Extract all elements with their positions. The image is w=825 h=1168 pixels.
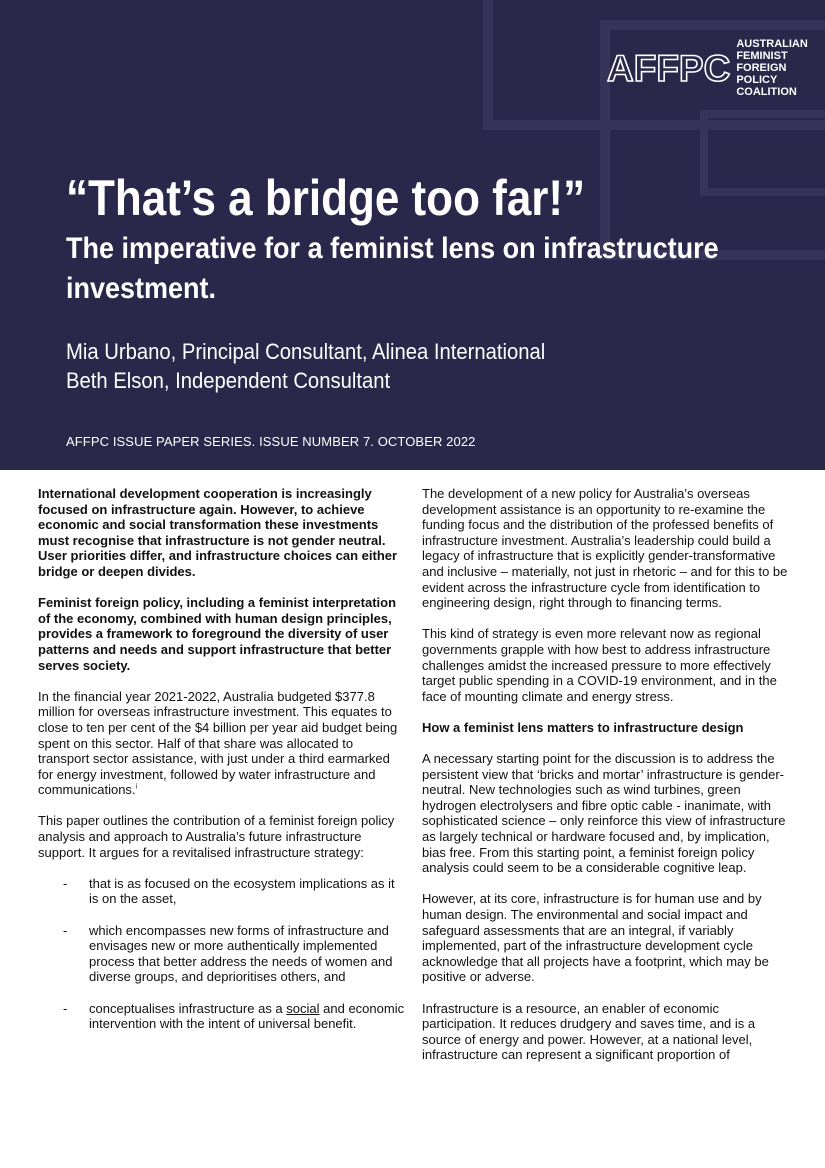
intro-paragraph: International development cooperation is increasingly focused on infrastructure again. However, to achieve economic and social transformation these investments must recognise that infrastructure is not gender neutral. User priorities differ, and infrastructure choices can either bridge or deepen divides.	[38, 486, 398, 579]
list-item-text: that is as focused on the ecosystem implications as it is on the asset,	[89, 875, 395, 907]
logo-line: POLICY COALITION	[736, 74, 797, 98]
affpc-logo	[607, 38, 825, 98]
cover-banner	[0, 0, 825, 470]
author-line: Beth Elson, Independent Consultant	[66, 368, 391, 393]
body-paragraph: The development of a new policy for Australia’s overseas development assistance is an opportunity to re-examine the funding focus and the distribution of the professed benefits of infrastructure investment. Australia’s leadership could build a legacy of infrastructure that is explicitly gender-transformative and inclusive – materially, not just in rhetoric – and for this to be evident across the infrastructure cycle from identification to engineering design, right through to financing terms.	[422, 486, 788, 611]
left-column	[38, 486, 405, 1047]
strategy-list	[38, 876, 405, 1032]
logo-mark: AFFPC	[607, 47, 731, 89]
page-title: “That’s a bridge too far!”	[66, 170, 586, 226]
list-item-text: and economic intervention with the intent of universal benefit.	[89, 1000, 405, 1032]
paragraph-text: In the financial year 2021-2022, Australia budgeted $377.8 million for overseas infrastructure investment. This equates to close to ten per cent of the $4 billion per year aid budget being spent on this sector. Half of that share was allocated to transport sector assistance, with just under a third earmarked for energy investment, followed by water infrastructure and communications.	[38, 688, 398, 798]
author-line: Mia Urbano, Principal Consultant, Alinea International	[66, 339, 546, 364]
logo-text	[736, 38, 825, 98]
logo-line: AUSTRALIAN	[736, 38, 808, 50]
dash-marker: -	[63, 922, 68, 938]
list-item	[38, 923, 405, 985]
authors	[66, 337, 545, 395]
body-paragraph: This kind of strategy is even more relevant now as regional governments grapple with how best to address infrastructure challenges amidst the increased pressure to more effectively target public spending in a COVID-19 environment, and in the face of mounting climate and energy stress.	[422, 626, 777, 704]
list-item	[38, 876, 405, 907]
list-item	[38, 1001, 405, 1032]
body-paragraph	[38, 689, 405, 798]
intro-paragraph: Feminist foreign policy, including a feminist interpretation of the economy, combined with human design principles, provides a framework to foreground the diversity of user patterns and needs and support infrastructure that better serves society.	[38, 595, 397, 673]
page-subtitle: The imperative for a feminist lens on infrastructure investment.	[66, 232, 719, 305]
body-paragraph: However, at its core, infrastructure is for human use and by human design. The environmental and social impact and safeguard assessments that are an integral, if variably implemented, part of the infrastructure development cycle acknowledge that all projects have a footprint, which may be positive or adverse.	[422, 891, 769, 985]
body-paragraph: Infrastructure is a resource, an enabler of economic participation. It reduces drudgery and saves time, and is a source of energy and power. However, at a national level, infrastructure can represent a significant proportion of	[422, 1000, 756, 1063]
underlined-word: social	[286, 1000, 320, 1016]
list-item-text: which encompasses new forms of infrastructure and envisages new or more authentically implemented process that better address the needs of women and diverse groups, and deprioritises others, and	[89, 922, 393, 985]
body-paragraph: A necessary starting point for the discussion is to address the persistent view that ‘bricks and mortar’ infrastructure is gender-neutral. New technologies such as wind turbines, green hydrogen electrolysers and fibre optic cable - inanimate, with sophisticated science – only reinforce this view of infrastructure as largely technical or hardware focused and, by implication, bias free. From this starting point, a feminist foreign policy analysis could seem to be a considerable cognitive leap.	[422, 751, 786, 876]
list-item-text: conceptualises infrastructure as a	[89, 1000, 287, 1016]
footnote-marker: i	[135, 783, 138, 791]
decorative-frame	[700, 110, 825, 196]
series-line: AFFPC ISSUE PAPER SERIES. ISSUE NUMBER 7. OCTOBER 2022	[66, 434, 476, 449]
dash-marker: -	[63, 1000, 68, 1016]
dash-marker: -	[63, 875, 68, 891]
logo-line: FEMINIST FOREIGN	[736, 50, 788, 74]
right-column	[422, 486, 790, 1079]
body-paragraph: This paper outlines the contribution of a feminist foreign policy analysis and approach to Australia’s future infrastructure support. It argues for a revitalised infrastructure strategy:	[38, 813, 395, 860]
section-heading: How a feminist lens matters to infrastructure design	[422, 719, 744, 735]
